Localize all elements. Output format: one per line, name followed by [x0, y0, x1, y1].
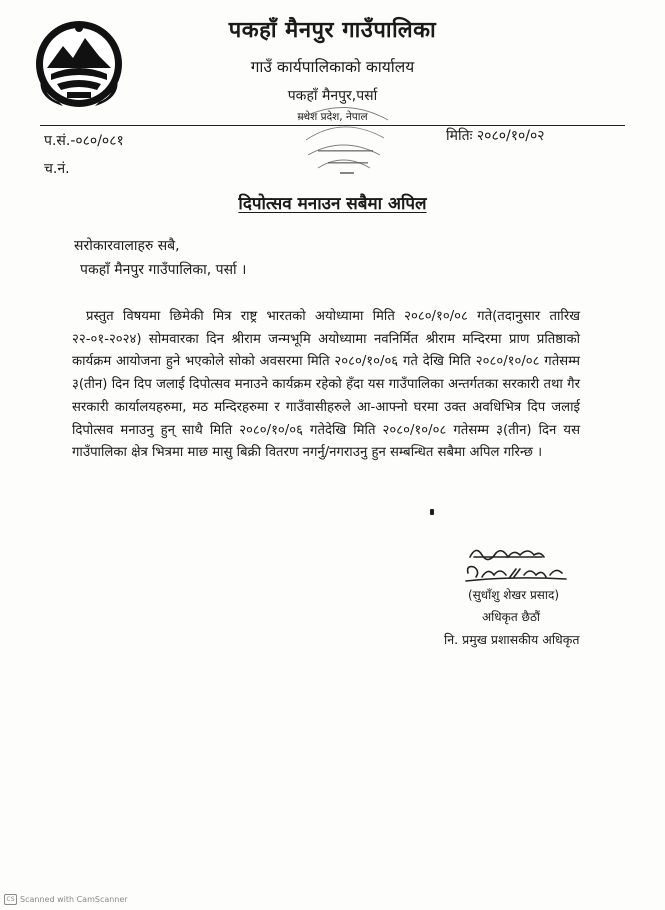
body-paragraph: प्रस्तुत विषयमा छिमेकी मित्र राष्ट्र भारतको अयोध्यामा मिति २०८०/१०/०८ गते(तदानुसार तारिख २२-०१-२०२४) सोमवारका दिन श्रीराम जन्मभूमि अयोध्यामा नवनिर्मित श्रीराम मन्दिरमा प्राण प्रतिष्ठाको कार्यक्रम आयोजना हुने भएकोले सोको अवसरमा मिति २०८०/१०/०६ गते देखि मिति २०८०/१०/०८ गतेसम्म ३(तीन) दिन दिप जलाई दिपोत्सव मनाउने कार्यक्रम रहेको हँदा यस गाउँपालिका अन्तर्गतका सरकारी तथा गैर सरकारी कार्यालयहरुमा, मठ मन्दिरहरुमा र गाउँवासीहरुले आ-आफ्नो घरमा उक्त अवधिभित्र दिप जलाई दिपोत्सव मनाउनु हुन् साथै मिति २०८०/१०/०६ गतेदेखि मिति २०८०/१०/०८ गतेसम्म ३(तीन) दिन यस गाउँपालिका क्षेत्र भित्रमा माछ मासु बिक्री वितरण नगर्नु/नगराउनु हुन सम्बन्धित सबैमा अपिल गरिन्छ ।: [72, 309, 580, 461]
ink-mark: [430, 509, 434, 515]
letter-body: [72, 306, 580, 465]
signatory-role: नि. प्रमुख प्रशासकीय अधिकृत: [444, 632, 580, 647]
office-location: पकहाँ मैनपुर,पर्सा: [287, 88, 378, 104]
signature-icon: [462, 543, 572, 591]
municipality-name: पकहाँ मैनपुर गाउँपालिका: [228, 18, 437, 43]
province-name: मधेश प्रदेश, नेपाल: [297, 111, 368, 123]
signatory-name: (सुधाँशु शेखर प्रसाद): [468, 588, 560, 602]
reference-number: प.सं.-०८०/०८१: [44, 133, 124, 149]
recipient-line-2: पकहाँ मैनपुर गाउँपालिका, पर्सा ।: [80, 262, 247, 278]
camscanner-logo-icon: CS: [4, 894, 17, 905]
signatory-title: अधिकृत छैठौं: [482, 610, 541, 624]
office-name: गाउँ कार्यपालिकाको कार्यालय: [250, 58, 415, 76]
letter-date: मितिः २०८०/१०/०२: [446, 128, 545, 144]
recipient-line-1: सरोकारवालाहरु सबै,: [74, 238, 180, 254]
subject-line: [0, 191, 665, 214]
subject-text: दिपोत्सव मनाउन सबैमा अपिल: [238, 194, 427, 214]
dispatch-number: च.नं.: [44, 161, 70, 177]
scanner-watermark: [4, 894, 128, 905]
office-stamp-icon: [288, 100, 398, 180]
scanner-watermark-text: Scanned with CamScanner: [20, 895, 128, 904]
